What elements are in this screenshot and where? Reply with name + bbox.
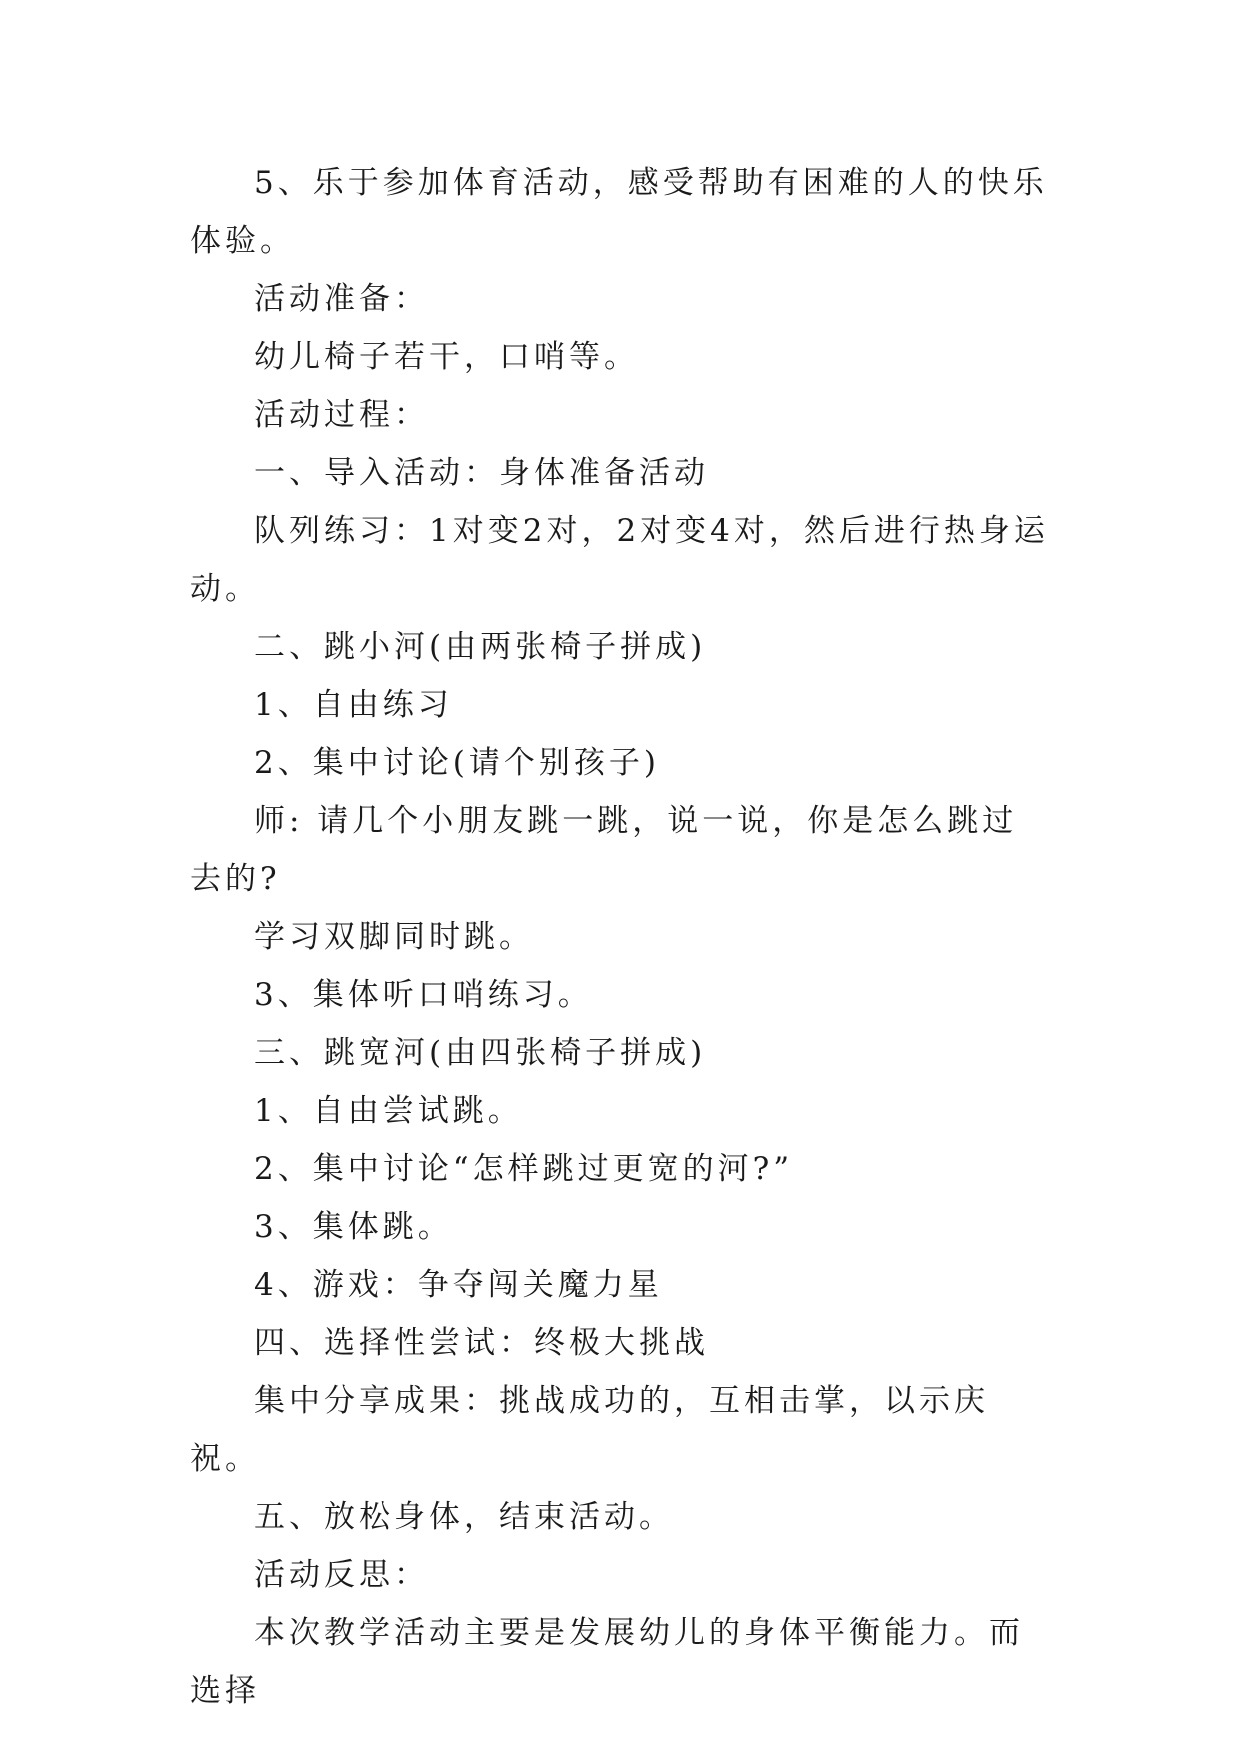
document-body (190, 154, 1050, 1720)
heading-process: 活动过程： (254, 397, 429, 433)
list-item: 3、集体听口哨练习。 (254, 977, 593, 1013)
section-3-heading: 三、跳宽河(由四张椅子拼成) (254, 1035, 707, 1071)
heading-preparation: 活动准备： (254, 281, 429, 317)
paragraph-teacher-question: 师: 请几个小朋友跳一跳，说一说，你是怎么跳过去的? (190, 803, 1018, 897)
paragraph-queue-practice: 队列练习：1对变2对，2对变4对，然后进行热身运动。 (190, 513, 1049, 607)
section-5-heading: 五、放松身体，结束活动。 (254, 1499, 674, 1535)
list-item: 1、自由练习 (254, 687, 453, 723)
paragraph-learn-jump: 学习双脚同时跳。 (254, 919, 534, 955)
paragraph-goal-5: 5、乐于参加体育活动，感受帮助有困难的人的快乐体验。 (190, 165, 1048, 259)
list-item: 2、集中讨论“怎样跳过更宽的河?” (254, 1151, 794, 1187)
section-1-heading: 一、导入活动：身体准备活动 (254, 455, 709, 491)
paragraph-share-results: 集中分享成果：挑战成功的，互相击掌，以示庆祝。 (190, 1383, 989, 1477)
section-4-heading: 四、选择性尝试：终极大挑战 (254, 1325, 709, 1361)
list-item: 1、自由尝试跳。 (254, 1093, 523, 1129)
paragraph-reflection: 本次教学活动主要是发展幼儿的身体平衡能力。而选择 (190, 1615, 1024, 1709)
heading-reflection: 活动反思： (254, 1557, 429, 1593)
list-item: 3、集体跳。 (254, 1209, 453, 1245)
section-2-heading: 二、跳小河(由两张椅子拼成) (254, 629, 707, 665)
paragraph-preparation: 幼儿椅子若干，口哨等。 (254, 339, 639, 375)
list-item: 4、游戏：争夺闯关魔力星 (254, 1267, 663, 1303)
list-item: 2、集中讨论(请个别孩子) (254, 745, 660, 781)
